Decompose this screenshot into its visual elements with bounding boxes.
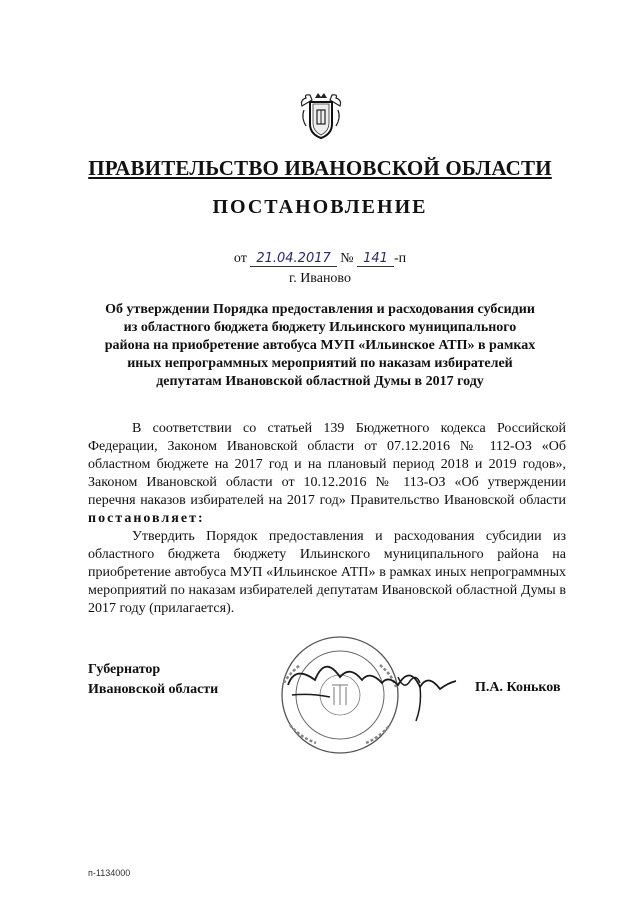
date-number-line xyxy=(0,251,640,267)
signer-name: П.А. Коньков xyxy=(475,680,561,695)
document-date: 21.04.2017 xyxy=(250,251,336,267)
document-type-heading: ПОСТАНОВЛЕНИЕ xyxy=(212,196,428,218)
coat-of-arms-emblem xyxy=(298,92,344,142)
body-paragraph-2: Утвердить Порядок предоставления и расходования субсидии из областного бюджета бюджету Ильинского муниципального района на приобретение автобуса МУП «Ильинское АТП» в рамках иных непрограммных мероприятий по наказам избирателей депутатам Ивановской областной Думы в 2017 году (прилагается). xyxy=(88,529,566,616)
document-number: 141 xyxy=(357,251,394,267)
number-suffix: -п xyxy=(393,251,407,266)
document-subject: Об утверждении Порядка предоставления и расходования субсидии из областного бюджета бюджету Ильинского муниципального района на приобретение автобуса МУП «Ильинское АТП» в рамках иных непрограммных мероприятий по наказам избирателей депутатам Ивановской областной Думы в 2017 году xyxy=(104,302,536,389)
signer-position xyxy=(88,660,218,700)
body-paragraph-1 xyxy=(88,420,566,528)
decree-word: постановляет: xyxy=(88,511,205,526)
government-title: ПРАВИТЕЛЬСТВО ИВАНОВСКОЙ ОБЛАСТИ xyxy=(88,156,552,180)
document-place: г. Иваново xyxy=(289,271,351,286)
date-prefix: от xyxy=(233,251,247,266)
document-body xyxy=(88,420,566,618)
signer-position-line-1: Губернатор xyxy=(88,662,161,677)
preamble-text: В соответствии со статьей 139 Бюджетного кодекса Российской Федерации, Законом Ивановской области от 07.12.2016 № 112-ОЗ «Об областном бюджете на 2017 год и на плановый период 2018 и 2019 годов», Законом Ивановской области от 10.12.2016 № 113-ОЗ «Об утверждении перечня наказов избирателей на 2017 год» Правительство Ивановской области xyxy=(88,421,566,508)
footer-code: п-1134000 xyxy=(88,868,131,878)
number-sign: № xyxy=(340,251,354,266)
signer-position-line-2: Ивановской области xyxy=(88,682,219,697)
official-stamp-and-signature xyxy=(270,625,460,765)
